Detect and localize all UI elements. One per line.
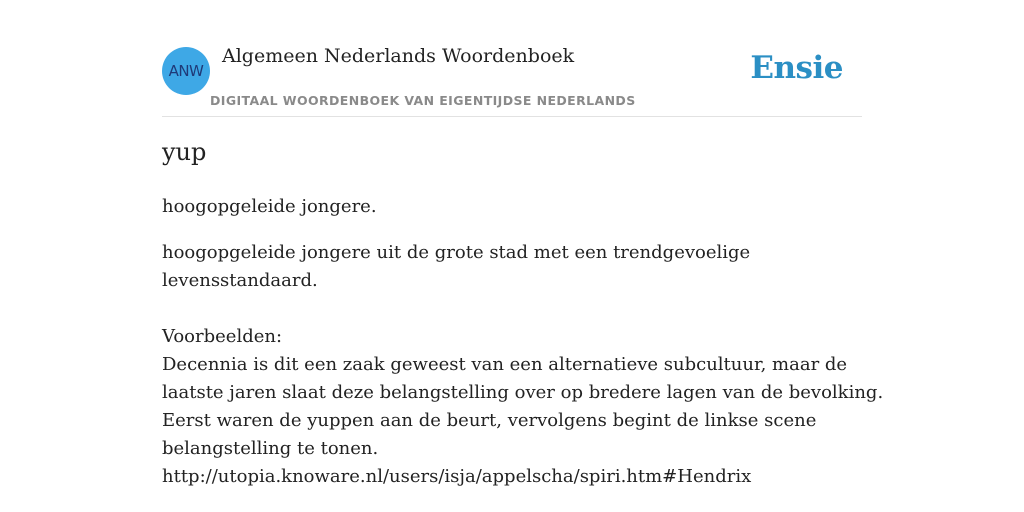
short-definition: hoogopgeleide jongere.: [162, 196, 377, 217]
page: [162, 0, 884, 487]
anw-logo[interactable]: [162, 47, 210, 95]
logo-text: ANW: [168, 62, 204, 80]
site-header: [162, 0, 862, 117]
example-line: belangstelling te tonen.: [162, 438, 379, 459]
source-url: http://utopia.knoware.nl/users/isja/appelscha/spiri.htm#Hendrix: [162, 466, 752, 487]
example-line: Decennia is dit een zaak geweest van een alternatieve subcultuur, maar de: [162, 354, 848, 375]
entry-body: [162, 239, 884, 491]
site-title[interactable]: Algemeen Nederlands Woordenboek: [222, 45, 575, 67]
ensie-brand-link[interactable]: Ensie: [750, 50, 843, 86]
example-line: Eerst waren de yuppen aan de beurt, vervolgens begint de linkse scene: [162, 410, 817, 431]
examples-label: Voorbeelden:: [162, 326, 283, 347]
site-subtitle: DIGITAAL WOORDENBOEK VAN EIGENTIJDSE NEDERLANDS: [210, 93, 636, 108]
example-line: laatste jaren slaat deze belangstelling over op bredere lagen van de bevolking.: [162, 382, 884, 403]
definition-line: levensstandaard.: [162, 270, 318, 291]
definition-line: hoogopgeleide jongere uit de grote stad met een trendgevoelige: [162, 242, 751, 263]
paragraph-spacer: [162, 295, 852, 323]
entry-headword: yup: [162, 138, 207, 166]
